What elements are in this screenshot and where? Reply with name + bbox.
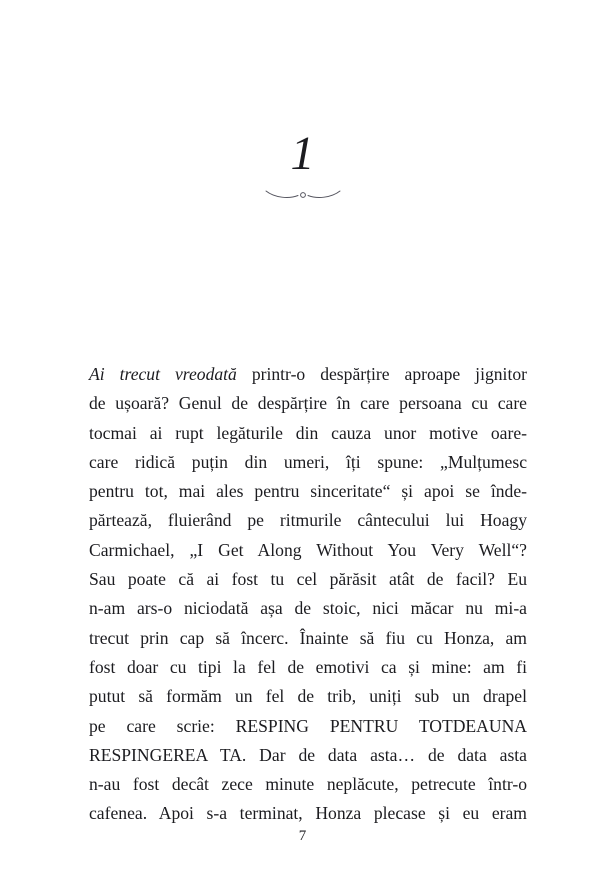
text-line: n-au fost decât zece minute neplăcute, petrecute într-o xyxy=(89,774,527,795)
text-line: care ridică puțin din umeri, îți spune: „Mulțumesc xyxy=(89,451,527,472)
text-line: părtează, fluierând pe ritmurile cântecului lui Hoagy xyxy=(89,510,527,531)
text-line: putut să formăm un fel de trib, uniți sub un drapel xyxy=(89,686,527,707)
text-line: RESPINGEREA TA. Dar de data asta… de data asta xyxy=(89,744,527,765)
text-line: fost doar cu tipi la fel de emotivi ca și mine: am fi xyxy=(89,656,527,677)
flourish-ornament-icon xyxy=(265,187,341,203)
text-line: tocmai ai rupt legăturile din cauza unor motive oare- xyxy=(89,422,527,443)
text-line: Sau poate că ai fost tu cel părăsit atât de facil? Eu xyxy=(89,569,527,590)
chapter-heading xyxy=(0,128,605,203)
text-line: de ușoară? Genul de despărțire în care persoana cu care xyxy=(89,393,527,414)
chapter-number: 1 xyxy=(290,127,315,180)
text-line xyxy=(89,360,527,389)
text-line: n-am ars-o niciodată așa de stoic, nici măcar nu mi-a xyxy=(89,598,527,619)
italic-lead-phrase: Ai trecut vreodată xyxy=(89,364,237,384)
text-line: pentru tot, mai ales pentru sinceritate“ și apoi se înde- xyxy=(89,481,527,502)
text-line: pe care scrie: RESPING PENTRU TOTDEAUNA xyxy=(89,715,527,736)
lead-rest: printr-o despărțire aproape jignitor xyxy=(236,364,527,384)
text-line: trecut prin cap să încerc. Înainte să fiu cu Honza, am xyxy=(89,627,527,648)
text-line: cafenea. Apoi s-a terminat, Honza plecase și eu eram xyxy=(89,803,527,824)
page-number: 7 xyxy=(298,828,307,844)
text-line: Carmichael, „I Get Along Without You Very Well“? xyxy=(89,539,527,560)
paragraph xyxy=(89,360,527,829)
